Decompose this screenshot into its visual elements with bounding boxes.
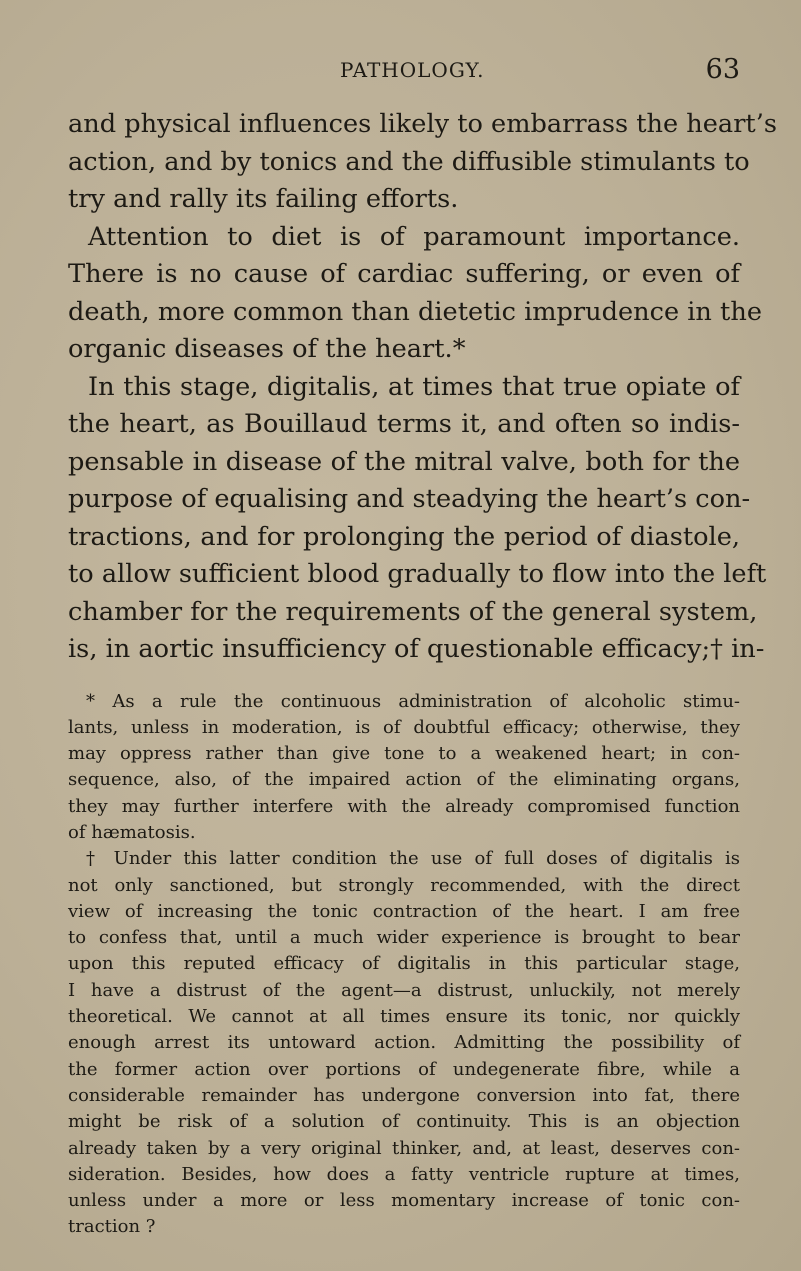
running-head-title: PATHOLOGY. <box>340 58 485 82</box>
footnote-line: enough arrest its untoward action. Admitting the possibility of <box>68 1032 740 1054</box>
body-line: organic diseases of the heart.* <box>68 334 466 364</box>
body-line: and physical influences likely to embarrass the heart’s <box>68 109 777 139</box>
footnote-line: * As a rule the continuous administration of alcoholic stimu- <box>86 690 740 712</box>
body-line: pensable in disease of the mitral valve, both for the <box>68 446 740 477</box>
footnote-line: already taken by a very original thinker, and, at least, deserves con- <box>68 1137 740 1159</box>
body-line: tractions, and for prolonging the period of diastole, <box>68 521 740 552</box>
body-line: is, in aortic insufficiency of questionable efficacy;† in- <box>68 634 765 664</box>
footnote-line: sideration. Besides, how does a fatty ventricle rupture at times, <box>68 1163 740 1185</box>
footnote-line: theoretical. We cannot at all times ensure its tonic, nor quickly <box>68 1006 740 1028</box>
body-line: purpose of equalising and steadying the heart’s con- <box>68 484 751 514</box>
footnote-line: the former action over portions of undegenerate fibre, while a <box>68 1058 740 1080</box>
footnote-line: lants, unless in moderation, is of doubtful efficacy; otherwise, they <box>68 716 740 738</box>
footnote-line: † Under this latter condition the use of full doses of digitalis is <box>86 848 740 870</box>
footnote-line: to confess that, until a much wider experience is brought to bear <box>68 927 740 949</box>
body-line: In this stage, digitalis, at times that true opiate of <box>88 371 740 402</box>
body-line: Attention to diet is of paramount importance. <box>88 221 740 252</box>
footnotes <box>68 689 740 1241</box>
body-text <box>68 106 777 669</box>
body-line: action, and by tonics and the diffusible stimulants to <box>68 146 750 177</box>
footnote-line: upon this reputed efficacy of digitalis in this particular stage, <box>68 953 740 975</box>
footnote-line: considerable remainder has undergone conversion into fat, there <box>68 1084 740 1106</box>
footnote-line: unless under a more or less momentary increase of tonic con- <box>68 1190 740 1212</box>
book-page <box>68 54 777 1241</box>
running-head <box>68 54 740 98</box>
footnote-line: they may further interfere with the already compromised function <box>68 795 740 817</box>
body-line: the heart, as Bouillaud terms it, and often so indis- <box>68 409 740 439</box>
body-line: try and rally its failing efforts. <box>68 184 459 214</box>
footnote-line: of hæmatosis. <box>68 821 196 843</box>
footnote-line: not only sanctioned, but strongly recommended, with the direct <box>68 874 740 896</box>
footnote-line: view of increasing the tonic contraction of the heart. I am free <box>68 900 740 922</box>
body-line: chamber for the requirements of the general system, <box>68 596 758 627</box>
footnote-line: I have a distrust of the agent—a distrust, unluckily, not merely <box>68 979 740 1001</box>
body-line: death, more common than dietetic imprudence in the <box>68 296 762 327</box>
footnote-line: might be risk of a solution of continuity. This is an objection <box>68 1111 740 1133</box>
footnote-line: may oppress rather than give tone to a weakened heart; in con- <box>68 743 740 765</box>
footnote-line: traction ? <box>68 1216 156 1238</box>
body-line: There is no cause of cardiac suffering, or even of <box>68 259 740 289</box>
body-line: to allow sufficient blood gradually to flow into the left <box>68 559 767 589</box>
footnote-line: sequence, also, of the impaired action of the eliminating organs, <box>68 769 740 791</box>
page-number: 63 <box>705 54 740 85</box>
